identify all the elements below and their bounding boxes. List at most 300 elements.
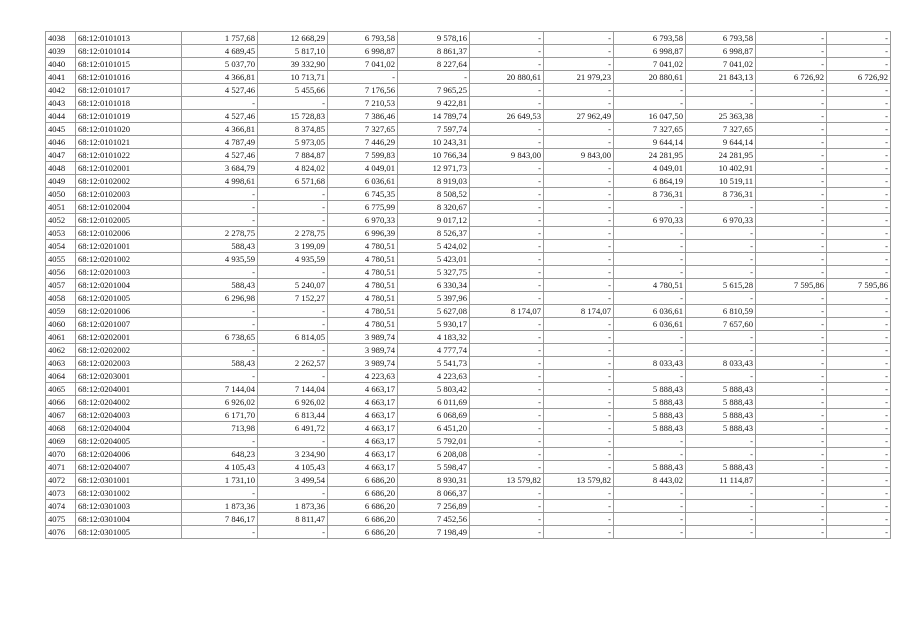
value-col-4-cell: 5 598,47 bbox=[398, 461, 470, 474]
row-number-cell: 4064 bbox=[46, 370, 76, 383]
value-col-5-cell: 13 579,82 bbox=[470, 474, 544, 487]
value-col-9-cell: - bbox=[756, 487, 827, 500]
value-col-7-cell: 6 036,61 bbox=[614, 318, 686, 331]
value-col-2-cell: 4 935,59 bbox=[258, 253, 328, 266]
cadastral-code-cell: 68:12:0201004 bbox=[76, 279, 182, 292]
row-number-cell: 4062 bbox=[46, 344, 76, 357]
table-row bbox=[46, 149, 891, 162]
value-col-3-cell: 3 989,74 bbox=[328, 331, 398, 344]
value-col-6-cell: - bbox=[544, 357, 614, 370]
value-col-6-cell: 8 174,07 bbox=[544, 305, 614, 318]
value-col-2-cell: 4 824,02 bbox=[258, 162, 328, 175]
value-col-9-cell: - bbox=[756, 266, 827, 279]
value-col-7-cell: - bbox=[614, 331, 686, 344]
table-row bbox=[46, 305, 891, 318]
value-col-9-cell: 6 726,92 bbox=[756, 71, 827, 84]
value-col-1-cell: - bbox=[182, 188, 258, 201]
table-row bbox=[46, 253, 891, 266]
value-col-8-cell: 6 970,33 bbox=[686, 214, 756, 227]
value-col-9-cell: - bbox=[756, 422, 827, 435]
value-col-4-cell: 6 011,69 bbox=[398, 396, 470, 409]
value-col-1-cell: 3 684,79 bbox=[182, 162, 258, 175]
value-col-6-cell: 21 979,23 bbox=[544, 71, 614, 84]
table-row bbox=[46, 45, 891, 58]
value-col-5-cell: - bbox=[470, 58, 544, 71]
value-col-2-cell: 6 571,68 bbox=[258, 175, 328, 188]
value-col-6-cell: - bbox=[544, 162, 614, 175]
value-col-2-cell: 8 811,47 bbox=[258, 513, 328, 526]
value-col-8-cell: - bbox=[686, 370, 756, 383]
value-col-2-cell: 2 278,75 bbox=[258, 227, 328, 240]
value-col-4-cell: 6 068,69 bbox=[398, 409, 470, 422]
value-col-9-cell: - bbox=[756, 214, 827, 227]
value-col-8-cell: 5 888,43 bbox=[686, 461, 756, 474]
value-col-4-cell: 5 792,01 bbox=[398, 435, 470, 448]
table-row bbox=[46, 422, 891, 435]
value-col-2-cell: 3 234,90 bbox=[258, 448, 328, 461]
value-col-6-cell: - bbox=[544, 487, 614, 500]
value-col-1-cell: - bbox=[182, 305, 258, 318]
value-col-7-cell: 5 888,43 bbox=[614, 396, 686, 409]
value-col-5-cell: 20 880,61 bbox=[470, 71, 544, 84]
value-col-3-cell: 7 446,29 bbox=[328, 136, 398, 149]
value-col-7-cell: - bbox=[614, 266, 686, 279]
value-col-1-cell: - bbox=[182, 214, 258, 227]
value-col-3-cell: 6 793,58 bbox=[328, 32, 398, 45]
value-col-5-cell: - bbox=[470, 227, 544, 240]
value-col-2-cell: 8 374,85 bbox=[258, 123, 328, 136]
cadastral-code-cell: 68:12:0101016 bbox=[76, 71, 182, 84]
value-col-8-cell: 5 615,28 bbox=[686, 279, 756, 292]
value-col-8-cell: 6 998,87 bbox=[686, 45, 756, 58]
value-col-6-cell: - bbox=[544, 461, 614, 474]
table-row bbox=[46, 71, 891, 84]
value-col-1-cell: 1 873,36 bbox=[182, 500, 258, 513]
value-col-8-cell: - bbox=[686, 201, 756, 214]
table-row bbox=[46, 500, 891, 513]
value-col-4-cell: 8 861,37 bbox=[398, 45, 470, 58]
value-col-5-cell: - bbox=[470, 461, 544, 474]
value-col-8-cell: 10 519,11 bbox=[686, 175, 756, 188]
value-col-4-cell: 8 066,37 bbox=[398, 487, 470, 500]
value-col-4-cell: 8 930,31 bbox=[398, 474, 470, 487]
table-row bbox=[46, 201, 891, 214]
row-number-cell: 4067 bbox=[46, 409, 76, 422]
value-col-6-cell: - bbox=[544, 188, 614, 201]
value-col-5-cell: 26 649,53 bbox=[470, 110, 544, 123]
value-col-3-cell: 4 663,17 bbox=[328, 422, 398, 435]
value-col-6-cell: - bbox=[544, 513, 614, 526]
value-col-7-cell: 7 327,65 bbox=[614, 123, 686, 136]
value-col-2-cell: - bbox=[258, 305, 328, 318]
value-col-5-cell: 8 174,07 bbox=[470, 305, 544, 318]
value-col-1-cell: 4 935,59 bbox=[182, 253, 258, 266]
value-col-6-cell: - bbox=[544, 58, 614, 71]
table-row bbox=[46, 461, 891, 474]
value-col-7-cell: - bbox=[614, 97, 686, 110]
value-col-5-cell: - bbox=[470, 422, 544, 435]
value-col-7-cell: 16 047,50 bbox=[614, 110, 686, 123]
value-col-9-cell: - bbox=[756, 253, 827, 266]
value-col-3-cell: 4 780,51 bbox=[328, 279, 398, 292]
row-number-cell: 4068 bbox=[46, 422, 76, 435]
value-col-9-cell: 7 595,86 bbox=[756, 279, 827, 292]
value-col-2-cell: 39 332,90 bbox=[258, 58, 328, 71]
row-number-cell: 4053 bbox=[46, 227, 76, 240]
value-col-6-cell: - bbox=[544, 396, 614, 409]
value-col-5-cell: - bbox=[470, 513, 544, 526]
value-col-2-cell: 6 814,05 bbox=[258, 331, 328, 344]
value-col-8-cell: 11 114,87 bbox=[686, 474, 756, 487]
table-body bbox=[46, 32, 891, 539]
value-col-7-cell: - bbox=[614, 487, 686, 500]
table-row bbox=[46, 487, 891, 500]
value-col-8-cell: - bbox=[686, 435, 756, 448]
value-col-10-cell: - bbox=[827, 396, 891, 409]
value-col-2-cell: 6 491,72 bbox=[258, 422, 328, 435]
value-col-6-cell: - bbox=[544, 500, 614, 513]
value-col-10-cell: - bbox=[827, 97, 891, 110]
value-col-2-cell: 6 926,02 bbox=[258, 396, 328, 409]
value-col-9-cell: - bbox=[756, 32, 827, 45]
value-col-4-cell: 9 017,12 bbox=[398, 214, 470, 227]
value-col-4-cell: 7 198,49 bbox=[398, 526, 470, 539]
value-col-4-cell: 5 327,75 bbox=[398, 266, 470, 279]
value-col-7-cell: 20 880,61 bbox=[614, 71, 686, 84]
value-col-6-cell: - bbox=[544, 240, 614, 253]
value-col-4-cell: 7 597,74 bbox=[398, 123, 470, 136]
value-col-1-cell: 4 105,43 bbox=[182, 461, 258, 474]
value-col-9-cell: - bbox=[756, 318, 827, 331]
value-col-5-cell: - bbox=[470, 526, 544, 539]
value-col-10-cell: - bbox=[827, 461, 891, 474]
cadastral-code-cell: 68:12:0202001 bbox=[76, 331, 182, 344]
value-col-3-cell: 7 210,53 bbox=[328, 97, 398, 110]
row-number-cell: 4063 bbox=[46, 357, 76, 370]
value-col-8-cell: 8 033,43 bbox=[686, 357, 756, 370]
value-col-10-cell: - bbox=[827, 448, 891, 461]
table-row bbox=[46, 97, 891, 110]
value-col-8-cell: 6 810,59 bbox=[686, 305, 756, 318]
value-col-2-cell: 7 152,27 bbox=[258, 292, 328, 305]
table-row bbox=[46, 409, 891, 422]
value-col-1-cell: 1 757,68 bbox=[182, 32, 258, 45]
value-col-10-cell: - bbox=[827, 84, 891, 97]
value-col-2-cell: - bbox=[258, 435, 328, 448]
value-col-10-cell: - bbox=[827, 58, 891, 71]
value-col-3-cell: 6 745,35 bbox=[328, 188, 398, 201]
value-col-4-cell: 8 320,67 bbox=[398, 201, 470, 214]
value-col-5-cell: - bbox=[470, 370, 544, 383]
value-col-3-cell: 7 327,65 bbox=[328, 123, 398, 136]
value-col-9-cell: - bbox=[756, 396, 827, 409]
value-col-10-cell: - bbox=[827, 240, 891, 253]
cadastral-code-cell: 68:12:0204001 bbox=[76, 383, 182, 396]
value-col-4-cell: 5 424,02 bbox=[398, 240, 470, 253]
value-col-5-cell: - bbox=[470, 97, 544, 110]
row-number-cell: 4055 bbox=[46, 253, 76, 266]
value-col-3-cell: 4 663,17 bbox=[328, 409, 398, 422]
value-col-3-cell: 6 686,20 bbox=[328, 513, 398, 526]
value-col-8-cell: 6 793,58 bbox=[686, 32, 756, 45]
value-col-6-cell: - bbox=[544, 331, 614, 344]
value-col-1-cell: 4 366,81 bbox=[182, 123, 258, 136]
value-col-6-cell: - bbox=[544, 448, 614, 461]
value-col-4-cell: 5 397,96 bbox=[398, 292, 470, 305]
row-number-cell: 4047 bbox=[46, 149, 76, 162]
value-col-1-cell: 7 144,04 bbox=[182, 383, 258, 396]
value-col-3-cell: 6 686,20 bbox=[328, 526, 398, 539]
value-col-5-cell: - bbox=[470, 188, 544, 201]
value-col-2-cell: - bbox=[258, 370, 328, 383]
row-number-cell: 4056 bbox=[46, 266, 76, 279]
value-col-1-cell: 2 278,75 bbox=[182, 227, 258, 240]
value-col-1-cell: 588,43 bbox=[182, 240, 258, 253]
cadastral-code-cell: 68:12:0102002 bbox=[76, 175, 182, 188]
value-col-8-cell: 7 327,65 bbox=[686, 123, 756, 136]
value-col-7-cell: 8 443,02 bbox=[614, 474, 686, 487]
value-col-10-cell: - bbox=[827, 487, 891, 500]
value-col-2-cell: 4 105,43 bbox=[258, 461, 328, 474]
value-col-6-cell: - bbox=[544, 383, 614, 396]
value-col-9-cell: - bbox=[756, 513, 827, 526]
value-col-1-cell: - bbox=[182, 487, 258, 500]
value-col-7-cell: 5 888,43 bbox=[614, 422, 686, 435]
value-col-6-cell: - bbox=[544, 84, 614, 97]
row-number-cell: 4075 bbox=[46, 513, 76, 526]
value-col-5-cell: - bbox=[470, 214, 544, 227]
value-col-10-cell: - bbox=[827, 110, 891, 123]
value-col-6-cell: - bbox=[544, 32, 614, 45]
value-col-3-cell: 4 663,17 bbox=[328, 435, 398, 448]
value-col-10-cell: - bbox=[827, 162, 891, 175]
value-col-10-cell: - bbox=[827, 331, 891, 344]
value-col-1-cell: 588,43 bbox=[182, 357, 258, 370]
value-col-4-cell: 6 451,20 bbox=[398, 422, 470, 435]
row-number-cell: 4059 bbox=[46, 305, 76, 318]
row-number-cell: 4051 bbox=[46, 201, 76, 214]
value-col-4-cell: 7 965,25 bbox=[398, 84, 470, 97]
cadastral-code-cell: 68:12:0301004 bbox=[76, 513, 182, 526]
value-col-9-cell: - bbox=[756, 240, 827, 253]
value-col-7-cell: 8 033,43 bbox=[614, 357, 686, 370]
value-col-10-cell: - bbox=[827, 136, 891, 149]
value-col-6-cell: - bbox=[544, 214, 614, 227]
value-col-3-cell: 4 780,51 bbox=[328, 305, 398, 318]
row-number-cell: 4049 bbox=[46, 175, 76, 188]
value-col-5-cell: - bbox=[470, 292, 544, 305]
value-col-8-cell: 24 281,95 bbox=[686, 149, 756, 162]
value-col-2-cell: - bbox=[258, 188, 328, 201]
value-col-4-cell: 9 422,81 bbox=[398, 97, 470, 110]
value-col-9-cell: - bbox=[756, 305, 827, 318]
table-row bbox=[46, 292, 891, 305]
value-col-6-cell: 13 579,82 bbox=[544, 474, 614, 487]
value-col-2-cell: 5 240,07 bbox=[258, 279, 328, 292]
value-col-3-cell: 6 686,20 bbox=[328, 487, 398, 500]
value-col-4-cell: 10 243,31 bbox=[398, 136, 470, 149]
value-col-7-cell: - bbox=[614, 448, 686, 461]
value-col-5-cell: - bbox=[470, 45, 544, 58]
table-row bbox=[46, 32, 891, 45]
table-row bbox=[46, 136, 891, 149]
row-number-cell: 4039 bbox=[46, 45, 76, 58]
cadastral-code-cell: 68:12:0102004 bbox=[76, 201, 182, 214]
value-col-1-cell: - bbox=[182, 201, 258, 214]
value-col-8-cell: - bbox=[686, 240, 756, 253]
value-col-1-cell: - bbox=[182, 435, 258, 448]
cadastral-code-cell: 68:12:0204007 bbox=[76, 461, 182, 474]
row-number-cell: 4072 bbox=[46, 474, 76, 487]
value-col-9-cell: - bbox=[756, 448, 827, 461]
table-row bbox=[46, 162, 891, 175]
value-col-1-cell: 1 731,10 bbox=[182, 474, 258, 487]
value-col-9-cell: - bbox=[756, 370, 827, 383]
value-col-7-cell: - bbox=[614, 227, 686, 240]
value-col-8-cell: 7 657,60 bbox=[686, 318, 756, 331]
table-row bbox=[46, 526, 891, 539]
value-col-9-cell: - bbox=[756, 500, 827, 513]
value-col-8-cell: 10 402,91 bbox=[686, 162, 756, 175]
row-number-cell: 4041 bbox=[46, 71, 76, 84]
value-col-4-cell: 5 627,08 bbox=[398, 305, 470, 318]
cadastral-code-cell: 68:12:0201002 bbox=[76, 253, 182, 266]
value-col-10-cell: - bbox=[827, 201, 891, 214]
value-col-1-cell: 588,43 bbox=[182, 279, 258, 292]
value-col-6-cell: - bbox=[544, 175, 614, 188]
value-col-9-cell: - bbox=[756, 357, 827, 370]
table-row bbox=[46, 383, 891, 396]
value-col-9-cell: - bbox=[756, 58, 827, 71]
cadastral-code-cell: 68:12:0101022 bbox=[76, 149, 182, 162]
value-col-7-cell: - bbox=[614, 500, 686, 513]
value-col-2-cell: 3 199,09 bbox=[258, 240, 328, 253]
value-col-7-cell: 8 736,31 bbox=[614, 188, 686, 201]
cadastral-code-cell: 68:12:0101019 bbox=[76, 110, 182, 123]
value-col-9-cell: - bbox=[756, 201, 827, 214]
value-col-1-cell: 4 998,61 bbox=[182, 175, 258, 188]
table-row bbox=[46, 110, 891, 123]
value-col-1-cell: 4 787,49 bbox=[182, 136, 258, 149]
value-col-6-cell: - bbox=[544, 227, 614, 240]
value-col-5-cell: - bbox=[470, 409, 544, 422]
value-col-7-cell: 5 888,43 bbox=[614, 409, 686, 422]
value-col-4-cell: 5 803,42 bbox=[398, 383, 470, 396]
value-col-9-cell: - bbox=[756, 162, 827, 175]
value-col-8-cell: - bbox=[686, 292, 756, 305]
value-col-8-cell: - bbox=[686, 84, 756, 97]
table-row bbox=[46, 214, 891, 227]
value-col-5-cell: - bbox=[470, 240, 544, 253]
cadastral-code-cell: 68:12:0204002 bbox=[76, 396, 182, 409]
value-col-8-cell: - bbox=[686, 487, 756, 500]
value-col-6-cell: - bbox=[544, 136, 614, 149]
cadastral-code-cell: 68:12:0102006 bbox=[76, 227, 182, 240]
value-col-7-cell: - bbox=[614, 253, 686, 266]
value-col-4-cell: 4 223,63 bbox=[398, 370, 470, 383]
value-col-7-cell: 6 036,61 bbox=[614, 305, 686, 318]
cadastral-code-cell: 68:12:0101014 bbox=[76, 45, 182, 58]
table-row bbox=[46, 84, 891, 97]
value-col-7-cell: 6 998,87 bbox=[614, 45, 686, 58]
value-col-6-cell: - bbox=[544, 45, 614, 58]
value-col-8-cell: 25 363,38 bbox=[686, 110, 756, 123]
value-col-8-cell: 7 041,02 bbox=[686, 58, 756, 71]
value-col-8-cell: 5 888,43 bbox=[686, 383, 756, 396]
row-number-cell: 4043 bbox=[46, 97, 76, 110]
value-col-5-cell: - bbox=[470, 318, 544, 331]
value-col-3-cell: 6 775,99 bbox=[328, 201, 398, 214]
value-col-8-cell: - bbox=[686, 448, 756, 461]
value-col-5-cell: - bbox=[470, 201, 544, 214]
value-col-10-cell: - bbox=[827, 188, 891, 201]
value-col-7-cell: - bbox=[614, 526, 686, 539]
row-number-cell: 4048 bbox=[46, 162, 76, 175]
value-col-5-cell: - bbox=[470, 396, 544, 409]
value-col-9-cell: - bbox=[756, 188, 827, 201]
value-col-10-cell: - bbox=[827, 253, 891, 266]
value-col-6-cell: - bbox=[544, 123, 614, 136]
value-col-7-cell: 5 888,43 bbox=[614, 461, 686, 474]
value-col-1-cell: - bbox=[182, 318, 258, 331]
value-col-2-cell: 3 499,54 bbox=[258, 474, 328, 487]
value-col-3-cell: 6 686,20 bbox=[328, 500, 398, 513]
value-col-1-cell: 5 037,70 bbox=[182, 58, 258, 71]
value-col-6-cell: - bbox=[544, 292, 614, 305]
value-col-5-cell: - bbox=[470, 500, 544, 513]
value-col-6-cell: - bbox=[544, 318, 614, 331]
table-row bbox=[46, 240, 891, 253]
value-col-3-cell: 6 036,61 bbox=[328, 175, 398, 188]
value-col-1-cell: 6 738,65 bbox=[182, 331, 258, 344]
value-col-1-cell: - bbox=[182, 344, 258, 357]
value-col-2-cell: 2 262,57 bbox=[258, 357, 328, 370]
table-row bbox=[46, 58, 891, 71]
value-col-2-cell: 10 713,71 bbox=[258, 71, 328, 84]
value-col-7-cell: 6 970,33 bbox=[614, 214, 686, 227]
value-col-4-cell: 4 777,74 bbox=[398, 344, 470, 357]
value-col-8-cell: - bbox=[686, 513, 756, 526]
value-col-2-cell: - bbox=[258, 318, 328, 331]
value-col-6-cell: - bbox=[544, 266, 614, 279]
row-number-cell: 4070 bbox=[46, 448, 76, 461]
value-col-1-cell: 7 846,17 bbox=[182, 513, 258, 526]
value-col-5-cell: 9 843,00 bbox=[470, 149, 544, 162]
value-col-1-cell: 713,98 bbox=[182, 422, 258, 435]
value-col-5-cell: - bbox=[470, 487, 544, 500]
value-col-3-cell: 4 663,17 bbox=[328, 461, 398, 474]
row-number-cell: 4074 bbox=[46, 500, 76, 513]
cadastral-code-cell: 68:12:0204005 bbox=[76, 435, 182, 448]
value-col-3-cell: 7 041,02 bbox=[328, 58, 398, 71]
value-col-8-cell: 5 888,43 bbox=[686, 409, 756, 422]
value-col-3-cell: 6 970,33 bbox=[328, 214, 398, 227]
value-col-9-cell: - bbox=[756, 292, 827, 305]
value-col-1-cell: 4 527,46 bbox=[182, 149, 258, 162]
value-col-6-cell: - bbox=[544, 344, 614, 357]
value-col-9-cell: - bbox=[756, 331, 827, 344]
table-row bbox=[46, 331, 891, 344]
value-col-5-cell: - bbox=[470, 383, 544, 396]
value-col-8-cell: 9 644,14 bbox=[686, 136, 756, 149]
table-row bbox=[46, 227, 891, 240]
value-col-4-cell: 8 526,37 bbox=[398, 227, 470, 240]
value-col-4-cell: 7 256,89 bbox=[398, 500, 470, 513]
value-col-8-cell: - bbox=[686, 500, 756, 513]
table-row bbox=[46, 435, 891, 448]
value-col-7-cell: 5 888,43 bbox=[614, 383, 686, 396]
value-col-2-cell: 5 973,05 bbox=[258, 136, 328, 149]
